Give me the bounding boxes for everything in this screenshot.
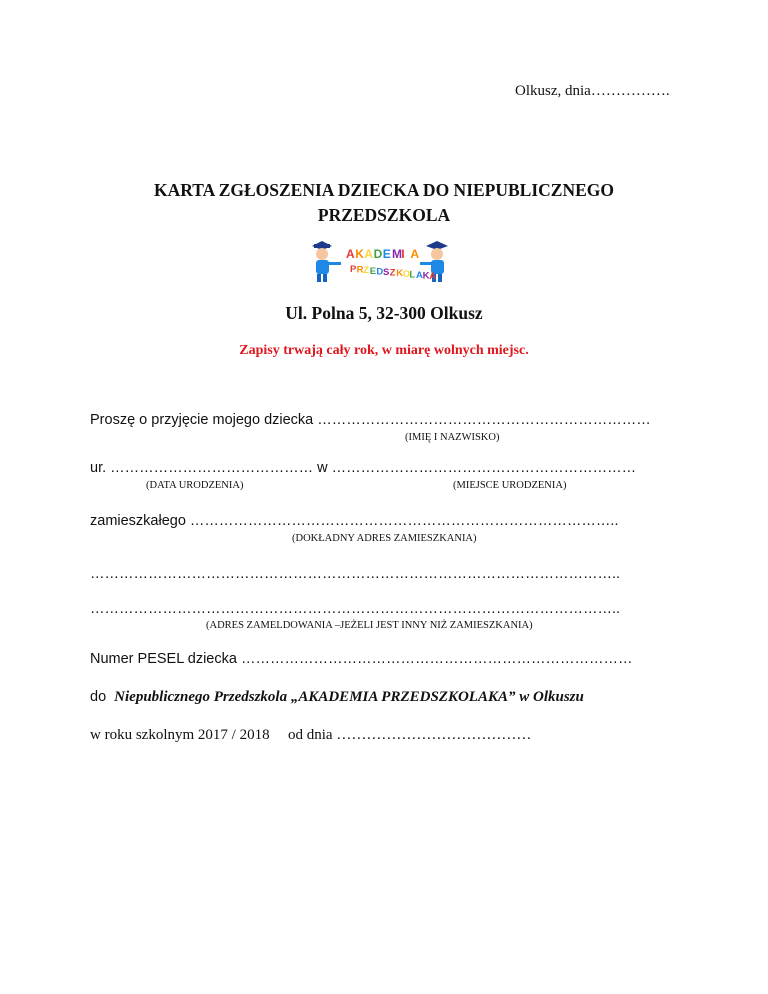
logo-letter: Z bbox=[363, 265, 370, 277]
logo-letter: R bbox=[356, 264, 364, 276]
logo-child-left-icon bbox=[312, 241, 341, 282]
logo-letter: M bbox=[392, 247, 402, 261]
registered-address-line-1[interactable]: ……………………………………………………………………………………………….. bbox=[90, 566, 621, 582]
institution-line bbox=[90, 689, 584, 706]
child-name-caption: (IMIĘ I NAZWISKO) bbox=[405, 432, 500, 443]
logo-letter: K bbox=[355, 247, 364, 261]
institution-prefix: do bbox=[90, 689, 107, 705]
logo-letter: A bbox=[364, 247, 374, 261]
logo-letter: K bbox=[422, 270, 430, 282]
logo-letter: D bbox=[376, 266, 384, 278]
logo-wordmark-top bbox=[346, 247, 419, 261]
birth-field[interactable]: ur. …………………………………… w ……………………………………………………… bbox=[90, 460, 637, 476]
school-logo bbox=[308, 238, 458, 286]
birth-place-caption: (MIEJSCE URODZENIA) bbox=[453, 480, 567, 491]
logo-letter: A bbox=[429, 271, 437, 283]
document-title-line-2: PRZEDSZKOLA bbox=[317, 205, 451, 225]
start-date-field[interactable]: od dnia ………………………………… bbox=[288, 727, 532, 743]
logo-letter: O bbox=[402, 268, 411, 280]
logo-letter: E bbox=[369, 265, 377, 277]
logo-letter: K bbox=[396, 268, 404, 280]
logo-letter: E bbox=[382, 247, 391, 261]
institution-name: Niepublicznego Przedszkola „AKADEMIA PRZEDSZKOLAKA” w Olkuszu bbox=[114, 689, 584, 705]
school-year: w roku szkolnym 2017 / 2018 bbox=[90, 727, 270, 743]
birth-date-caption: (DATA URODZENIA) bbox=[146, 480, 244, 491]
registered-address-caption: (ADRES ZAMELDOWANIA –JEŻELI JEST INNY NIŻ ZAMIESZKANIA) bbox=[206, 620, 533, 631]
logo-letter: S bbox=[383, 267, 390, 278]
residence-caption: (DOKŁADNY ADRES ZAMIESZKANIA) bbox=[292, 533, 477, 544]
logo-wordmark-bottom bbox=[350, 264, 436, 282]
logo-letter: L bbox=[409, 269, 416, 281]
child-name-field[interactable]: Proszę o przyjęcie mojego dziecka …………………………………………………………… bbox=[90, 412, 651, 428]
logo-graphic bbox=[308, 238, 458, 286]
logo-letter: A bbox=[346, 247, 355, 261]
logo-letter: A bbox=[410, 247, 420, 261]
pesel-field[interactable]: Numer PESEL dziecka ……………………………………………………………………… bbox=[90, 651, 633, 667]
logo-letter: P bbox=[350, 264, 357, 275]
logo-letter: D bbox=[373, 247, 383, 261]
logo-letter: I bbox=[401, 247, 405, 261]
registered-address-line-2[interactable]: ……………………………………………………………………………………………….. bbox=[90, 601, 621, 617]
school-address: Ul. Polna 5, 32-300 Olkusz bbox=[285, 303, 483, 323]
residence-field[interactable]: zamieszkałego …………………………………………………………………………….. bbox=[90, 513, 619, 529]
logo-letter: A bbox=[416, 270, 423, 281]
enrollment-notice: Zapisy trwają cały rok, w miarę wolnych miejsc. bbox=[239, 343, 529, 358]
place-date: Olkusz, dnia……………. bbox=[515, 83, 670, 99]
logo-letter: Z bbox=[389, 267, 396, 279]
document-title-line-1: KARTA ZGŁOSZENIA DZIECKA DO NIEPUBLICZNEGO bbox=[154, 180, 614, 200]
